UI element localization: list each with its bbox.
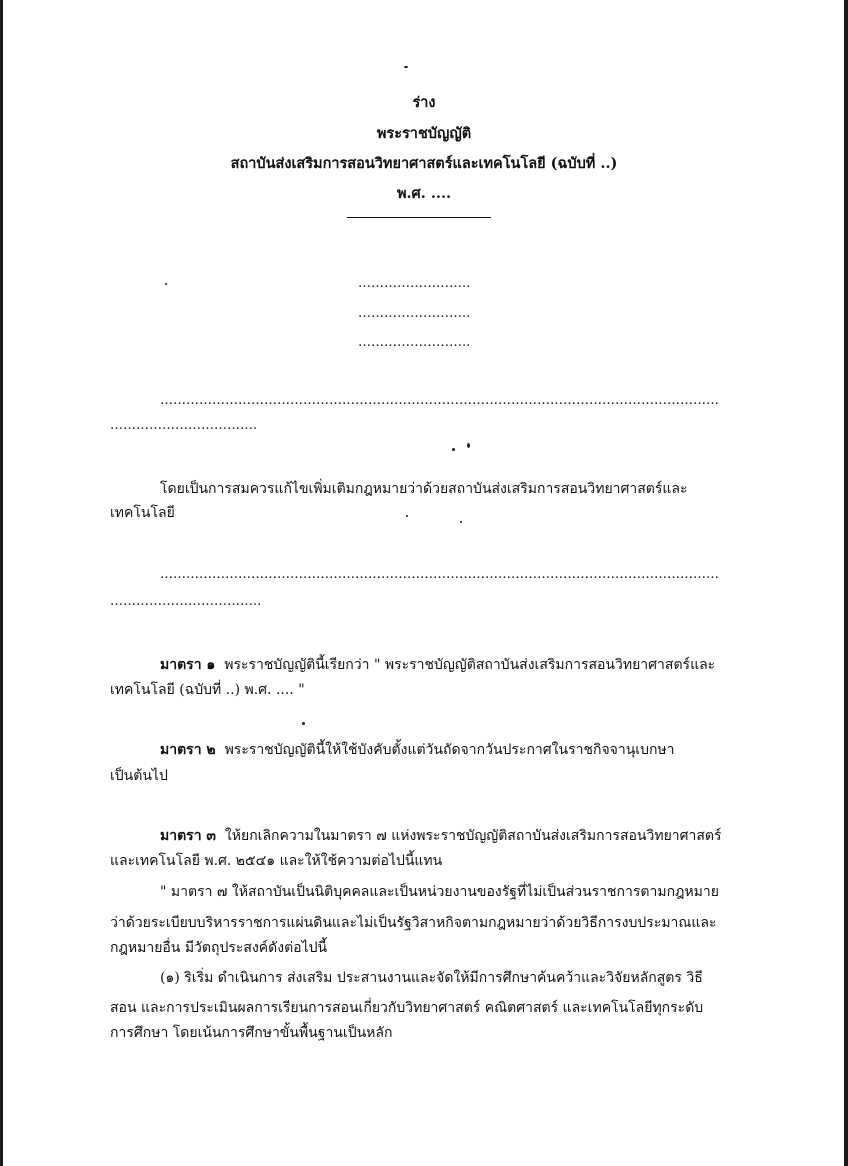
- section-7-line-2: ว่าด้วยระเบียบบริหารราชการแผ่นดินและไม่เป็นรัฐวิสาหกิจตามกฎหมายว่าด้วยวิธีการงบประมาณและ: [110, 915, 717, 931]
- section-7-line-1: " มาตรา ๗ ให้สถาบันเป็นนิติบุคคลและเป็นหน่วยงานของรัฐที่ไม่เป็นส่วนราชการตามกฎหมาย: [160, 884, 719, 900]
- section-3-label: มาตรา ๓: [160, 828, 217, 844]
- act-title: สถาบันส่งเสริมการสอนวิทยาศาสตร์และเทคโนโลยี (ฉบับที่ ..): [230, 155, 618, 172]
- section-3-text: ให้ยกเลิกความในมาตรา ๗ แห่งพระราชบัญญัติสถาบันส่งเสริมการสอนวิทยาศาสตร์: [224, 828, 722, 844]
- section-1-text: พระราชบัญญัตินี้เรียกว่า " พระราชบัญญัติสถาบันส่งเสริมการสอนวิทยาศาสตร์และ: [224, 657, 716, 673]
- section-2-line-2: เป็นต้นไป: [110, 768, 168, 784]
- blank-line-center: ……………………..: [358, 276, 471, 291]
- section-7-line-3: กฎหมายอื่น มีวัตถุประสงค์ดังต่อไปนี้: [110, 940, 328, 956]
- act-type-heading: พระราชบัญญัติ: [376, 125, 472, 142]
- section-1-line-2: เทคโนโลยี (ฉบับที่ ..) พ.ศ. .... ": [110, 682, 305, 698]
- section-1-label: มาตรา ๑: [160, 657, 216, 673]
- blank-line-long: …………………………………………………………………………………………………………………: [160, 567, 719, 582]
- scan-speck: [406, 515, 408, 517]
- blank-line-center: ……………………..: [358, 335, 471, 350]
- item-1-line-3: การศึกษา โดยเน้นการศึกษาขั้นพื้นฐานเป็นหลัก: [110, 1025, 393, 1041]
- section-3-line-2: และเทคโนโลยี พ.ศ. ๒๕๔๑ และให้ใช้ความต่อไปนี้แทน: [110, 853, 443, 869]
- scan-speck: [165, 283, 167, 285]
- blank-line-short: ……………………………..: [110, 594, 262, 609]
- scan-speck: [302, 722, 305, 725]
- section-3-line-1: [160, 825, 722, 847]
- item-1-line-2: สอน และการประเมินผลการเรียนการสอนเกี่ยวกับวิทยาศาสตร์ คณิตศาสตร์ และเทคโนโลยีทุกระดับ: [110, 1000, 704, 1016]
- item-1-line-1: (๑) ริเริ่ม ดำเนินการ ส่งเสริม ประสานงานและจัดให้มีการศึกษาค้นคว้าและวิจัยหลักสูตร วิธี: [160, 970, 703, 986]
- scan-speck: [467, 443, 470, 448]
- draft-label: ร่าง: [412, 94, 436, 111]
- preamble-line-2: เทคโนโลยี: [110, 505, 175, 521]
- preamble-line-1: โดยเป็นการสมควรแก้ไขเพิ่มเติมกฎหมายว่าด้วยสถาบันส่งเสริมการสอนวิทยาศาสตร์และ: [160, 481, 688, 497]
- blank-line-short: …………………………….: [110, 418, 258, 433]
- section-1-line-1: [160, 654, 715, 676]
- act-year: พ.ศ. ....: [396, 185, 452, 202]
- section-2-line-1: [160, 739, 675, 761]
- blank-line-center: ……………………..: [358, 306, 471, 321]
- scan-speck: [404, 66, 408, 68]
- scan-speck: [460, 521, 462, 523]
- section-2-text: พระราชบัญญัตินี้ให้ใช้บังคับตั้งแต่วันถัดจากวันประกาศในราชกิจจานุเบกษา: [224, 742, 675, 758]
- blank-line-long: …………………………………………………………………………………………………………………: [160, 393, 719, 408]
- title-underline: [347, 217, 491, 218]
- scan-speck: [452, 448, 455, 451]
- section-2-label: มาตรา ๒: [160, 742, 216, 758]
